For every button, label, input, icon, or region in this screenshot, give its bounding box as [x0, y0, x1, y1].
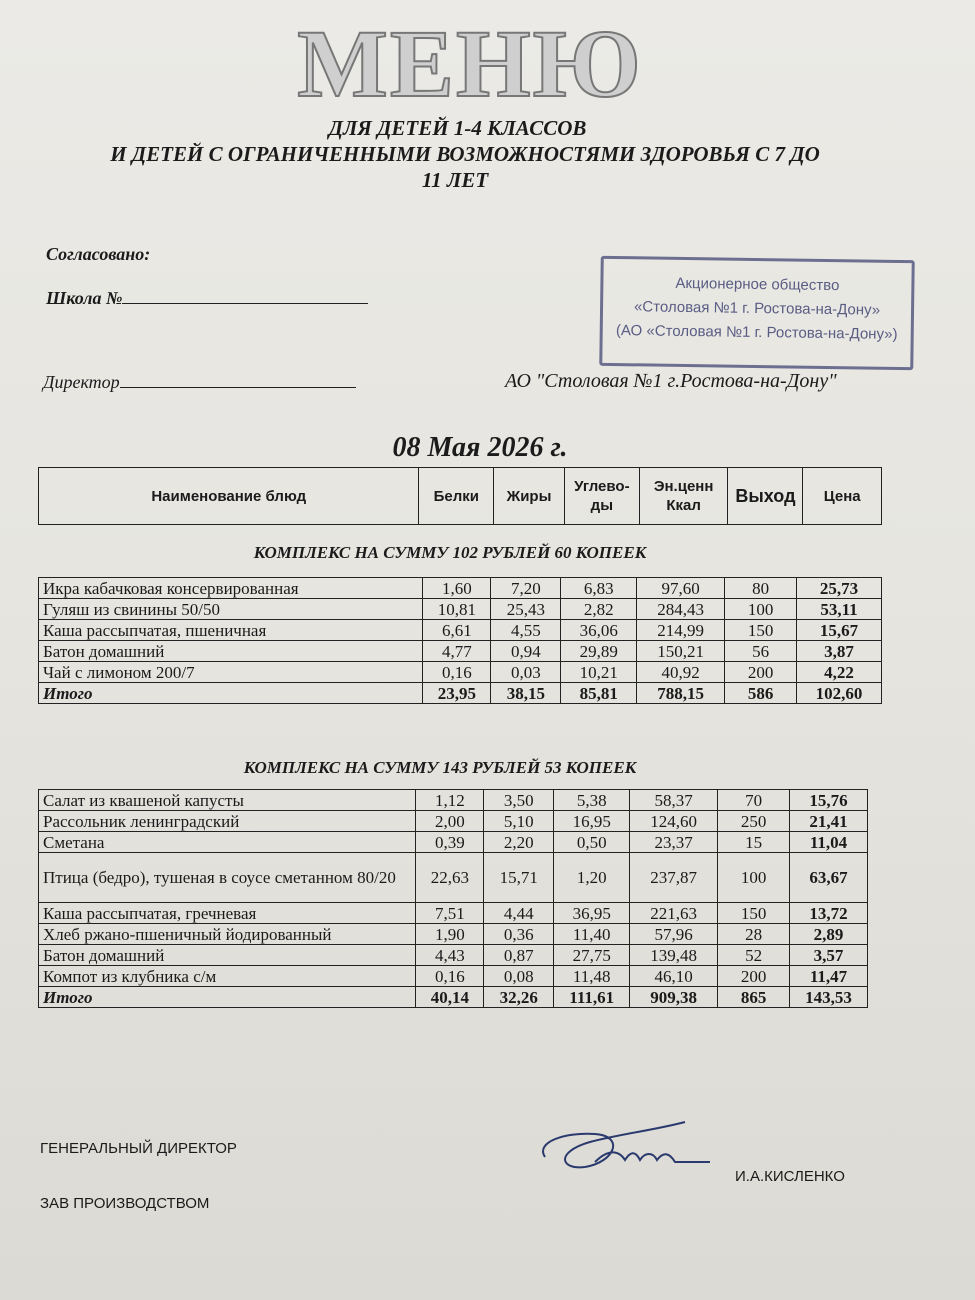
protein-cell: 2,00 [416, 811, 484, 832]
fat-cell: 4,44 [484, 903, 554, 924]
total-fat: 38,15 [491, 683, 561, 704]
total-carbs: 111,61 [554, 987, 630, 1008]
energy-cell: 237,87 [630, 853, 718, 903]
carbs-cell: 2,82 [561, 599, 637, 620]
energy-cell: 139,48 [630, 945, 718, 966]
table-row [39, 832, 868, 853]
energy-cell: 214,99 [637, 620, 725, 641]
protein-cell: 0,39 [416, 832, 484, 853]
total-protein: 23,95 [423, 683, 491, 704]
protein-cell: 6,61 [423, 620, 491, 641]
dish-name: Батон домашний [39, 641, 423, 662]
col-energy-header [639, 468, 728, 525]
energy-cell: 124,60 [630, 811, 718, 832]
total-price: 143,53 [790, 987, 868, 1008]
energy-header-line-1: Эн.ценн [653, 478, 714, 495]
price-cell: 53,11 [797, 599, 882, 620]
director-blank-line [120, 371, 356, 388]
table-row [39, 945, 868, 966]
subtitle-line-2: И ДЕТЕЙ С ОГРАНИЧЕННЫМИ ВОЗМОЖНОСТЯМИ ЗДОРОВЬЯ С 7 ДО [110, 142, 820, 166]
table-row [39, 903, 868, 924]
school-field [46, 287, 368, 309]
stamp-line-2: «Столовая №1 г. Ростова-на-Дону» [633, 298, 881, 319]
carbs-cell: 11,40 [554, 924, 630, 945]
price-cell: 3,87 [797, 641, 882, 662]
col-name-header: Наименование блюд [39, 468, 419, 525]
subtitle-line-1: ДЛЯ ДЕТЕЙ 1-4 КЛАССОВ [328, 116, 587, 140]
price-cell: 15,67 [797, 620, 882, 641]
energy-cell: 221,63 [630, 903, 718, 924]
general-director-label: ГЕНЕРАЛЬНЫЙ ДИРЕКТОР [40, 1140, 237, 1157]
complex1-title: КОМПЛЕКС НА СУММУ 102 РУБЛЕЙ 60 КОПЕЕК [253, 543, 647, 562]
complex1-table [38, 577, 882, 704]
stamp-line-3: (АО «Столовая №1 г. Ростова-на-Дону») [615, 322, 898, 343]
price-cell: 13,72 [790, 903, 868, 924]
dish-name: Икра кабачковая консервированная [39, 578, 423, 599]
total-carbs: 85,81 [561, 683, 637, 704]
carbs-cell: 36,06 [561, 620, 637, 641]
energy-cell: 57,96 [630, 924, 718, 945]
production-head-label: ЗАВ ПРОИЗВОДСТВОМ [40, 1195, 210, 1212]
yield-cell: 56 [725, 641, 797, 662]
col-protein-header: Белки [419, 468, 494, 525]
table-row [39, 811, 868, 832]
price-cell: 63,67 [790, 853, 868, 903]
table-row [39, 662, 882, 683]
carbs-cell: 10,21 [561, 662, 637, 683]
protein-cell: 1,90 [416, 924, 484, 945]
yield-cell: 15 [718, 832, 790, 853]
subtitle-line-3: 11 ЛЕТ [421, 168, 489, 192]
yield-cell: 200 [718, 966, 790, 987]
protein-cell: 4,77 [423, 641, 491, 662]
dish-name: Сметана [39, 832, 416, 853]
stamp-line-1: Акционерное общество [675, 274, 840, 295]
price-cell: 2,89 [790, 924, 868, 945]
school-label: Школа № [46, 288, 123, 308]
total-label: Итого [39, 683, 423, 704]
fat-cell: 4,55 [491, 620, 561, 641]
yield-cell: 100 [725, 599, 797, 620]
fat-cell: 2,20 [484, 832, 554, 853]
agreed-label: Согласовано: [46, 244, 151, 264]
energy-cell: 46,10 [630, 966, 718, 987]
total-energy: 909,38 [630, 987, 718, 1008]
carbs-cell: 5,38 [554, 790, 630, 811]
director-field [43, 371, 356, 393]
total-row [39, 987, 868, 1008]
dish-name: Компот из клубника с/м [39, 966, 416, 987]
fat-cell: 0,08 [484, 966, 554, 987]
yield-cell: 28 [718, 924, 790, 945]
col-fat-header: Жиры [494, 468, 565, 525]
col-yield-header: Выход [728, 468, 803, 525]
protein-cell: 1,12 [416, 790, 484, 811]
price-cell: 4,22 [797, 662, 882, 683]
school-blank-line [122, 287, 368, 304]
complex2-title: КОМПЛЕКС НА СУММУ 143 РУБЛЕЙ 53 КОПЕЕК [243, 758, 637, 777]
yield-cell: 250 [718, 811, 790, 832]
dish-name: Чай с лимоном 200/7 [39, 662, 423, 683]
total-row [39, 683, 882, 704]
energy-cell: 58,37 [630, 790, 718, 811]
yield-cell: 70 [718, 790, 790, 811]
dish-name: Птица (бедро), тушеная в соусе сметанном 80/20 [39, 853, 416, 903]
yield-cell: 200 [725, 662, 797, 683]
protein-cell: 22,63 [416, 853, 484, 903]
price-cell: 21,41 [790, 811, 868, 832]
dish-name: Гуляш из свинины 50/50 [39, 599, 423, 620]
dish-name: Салат из квашеной капусты [39, 790, 416, 811]
yield-cell: 52 [718, 945, 790, 966]
yield-cell: 100 [718, 853, 790, 903]
col-price-header: Цена [803, 468, 882, 525]
carbs-cell: 1,20 [554, 853, 630, 903]
energy-header-line-2: Ккал [666, 497, 701, 514]
table-row [39, 641, 882, 662]
table-row [39, 853, 868, 903]
fat-cell: 7,20 [491, 578, 561, 599]
price-cell: 15,76 [790, 790, 868, 811]
col-carbs-header [564, 468, 639, 525]
total-label: Итого [39, 987, 416, 1008]
fat-cell: 0,36 [484, 924, 554, 945]
fat-cell: 0,03 [491, 662, 561, 683]
fat-cell: 25,43 [491, 599, 561, 620]
carbs-cell: 0,50 [554, 832, 630, 853]
carbs-cell: 6,83 [561, 578, 637, 599]
energy-cell: 40,92 [637, 662, 725, 683]
table-row [39, 599, 882, 620]
price-cell: 25,73 [797, 578, 882, 599]
energy-cell: 150,21 [637, 641, 725, 662]
total-fat: 32,26 [484, 987, 554, 1008]
dish-name: Каша рассыпчатая, гречневая [39, 903, 416, 924]
carbs-header-line-2: ды [590, 497, 614, 514]
table-row [39, 620, 882, 641]
table-header [38, 467, 882, 525]
yield-cell: 150 [718, 903, 790, 924]
menu-date: 08 Мая 2026 г. [392, 432, 568, 463]
complex2-table [38, 789, 868, 1008]
menu-title: МЕНЮ [297, 10, 643, 117]
carbs-cell: 36,95 [554, 903, 630, 924]
protein-cell: 7,51 [416, 903, 484, 924]
protein-cell: 4,43 [416, 945, 484, 966]
dish-name: Рассольник ленинградский [39, 811, 416, 832]
fat-cell: 3,50 [484, 790, 554, 811]
dish-name: Батон домашний [39, 945, 416, 966]
total-energy: 788,15 [637, 683, 725, 704]
signature-icon [535, 1112, 725, 1182]
fat-cell: 15,71 [484, 853, 554, 903]
table-row [39, 790, 868, 811]
organization-stamp [599, 256, 915, 370]
protein-cell: 1,60 [423, 578, 491, 599]
dish-name: Каша рассыпчатая, пшеничная [39, 620, 423, 641]
carbs-cell: 29,89 [561, 641, 637, 662]
fat-cell: 5,10 [484, 811, 554, 832]
protein-cell: 0,16 [423, 662, 491, 683]
carbs-cell: 16,95 [554, 811, 630, 832]
director-name: И.А.КИСЛЕНКО [735, 1168, 845, 1185]
carbs-cell: 27,75 [554, 945, 630, 966]
fat-cell: 0,94 [491, 641, 561, 662]
total-protein: 40,14 [416, 987, 484, 1008]
price-cell: 11,47 [790, 966, 868, 987]
carbs-header-line-1: Углево- [574, 478, 630, 495]
director-label: Директор [43, 372, 120, 392]
table-row [39, 578, 882, 599]
yield-cell: 80 [725, 578, 797, 599]
total-price: 102,60 [797, 683, 882, 704]
carbs-cell: 11,48 [554, 966, 630, 987]
company-name: АО "Столовая №1 г.Ростова-на-Дону" [505, 370, 837, 392]
table-row [39, 966, 868, 987]
fat-cell: 0,87 [484, 945, 554, 966]
yield-cell: 150 [725, 620, 797, 641]
price-cell: 3,57 [790, 945, 868, 966]
energy-cell: 23,37 [630, 832, 718, 853]
total-yield: 586 [725, 683, 797, 704]
price-cell: 11,04 [790, 832, 868, 853]
table-row [39, 924, 868, 945]
dish-name: Хлеб ржано-пшеничный йодированный [39, 924, 416, 945]
energy-cell: 97,60 [637, 578, 725, 599]
protein-cell: 0,16 [416, 966, 484, 987]
energy-cell: 284,43 [637, 599, 725, 620]
protein-cell: 10,81 [423, 599, 491, 620]
total-yield: 865 [718, 987, 790, 1008]
